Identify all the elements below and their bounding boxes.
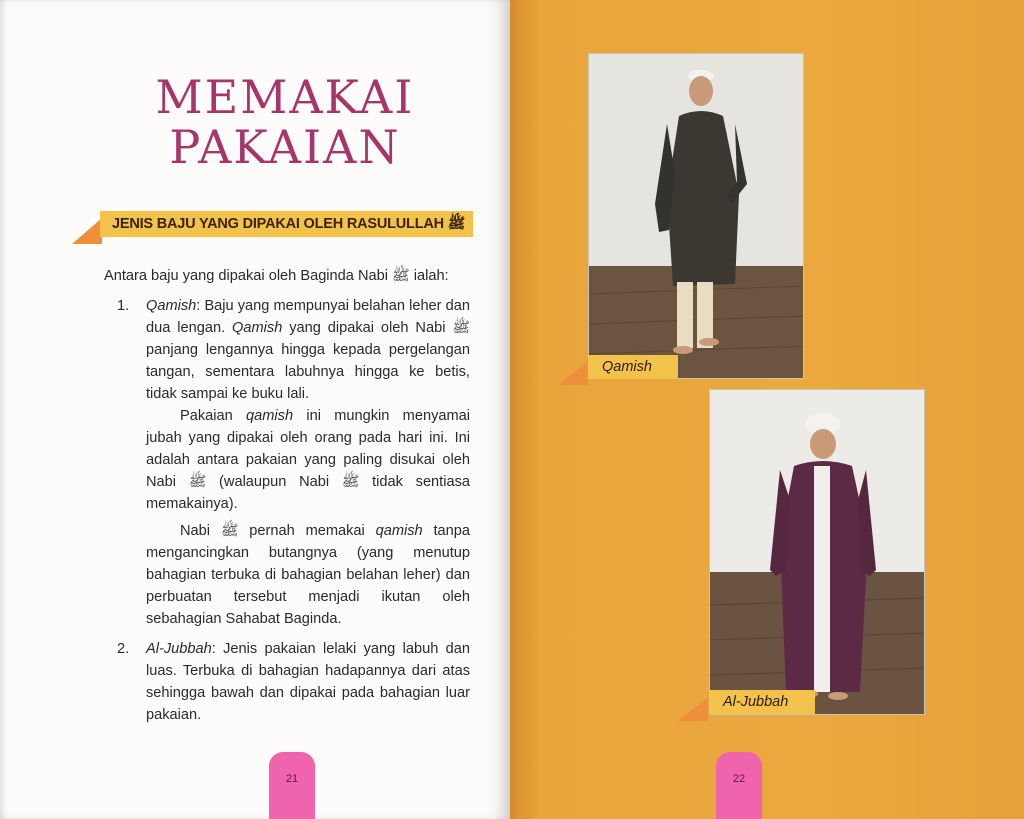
section-heading: JENIS BAJU YANG DIPAKAI OLEH RASULULLAH ﷺ <box>100 211 473 237</box>
page-number-right: 22 <box>716 752 762 819</box>
qamish-figure-image <box>589 54 804 379</box>
item-1-p2-post: ini mungkin menyamai jubah yang dipakai oleh orang pada hari ini. Ini adalah antara pakaian yang paling disukai oleh Nabi ﷺ (walaupun Nabi ﷺ tidak sentiasa memakainya). <box>146 408 471 512</box>
right-page <box>510 0 1024 819</box>
item-1-p3-term: qamish <box>375 523 423 539</box>
item-1-term: Qamish <box>146 298 197 314</box>
qamish-caption: Qamish <box>588 355 678 379</box>
item-2-term: Al-Jubbah <box>146 641 212 657</box>
page-number-left: 21 <box>269 752 315 819</box>
item-1-paragraph <box>146 295 470 405</box>
item-1-paragraph-2 <box>146 405 470 515</box>
page-title-line1: MEMAKAI <box>155 70 415 124</box>
item-1-p2-pre: Pakaian <box>180 408 247 424</box>
item-number-1: 1. <box>117 298 130 314</box>
aljubbah-caption: Al-Jubbah <box>709 690 815 714</box>
item-1-text2: yang dipakai oleh Nabi ﷺ panjang lengannya hingga kepada pergelangan tangan, sementara labuhnya hingga ke betis, tidak sampai ke buku lali. <box>146 320 470 402</box>
item-1-p2-term: qamish <box>246 408 294 424</box>
intro-text: Antara baju yang dipakai oleh Baginda Nabi ﷺ ialah: <box>104 268 449 284</box>
item-1-p3-post: tanpa mengancingkan butangnya (yang menutup bahagian terbuka di bahagian belahan leher) dan perbuatan tersebut menjadi ikutan oleh sebahagian Sahabat Baginda. <box>146 523 470 627</box>
item-number-2: 2. <box>117 641 130 657</box>
item-1-paragraph-3 <box>146 520 470 630</box>
aljubbah-caption-tab <box>678 697 708 721</box>
item-1-term-again: Qamish <box>232 320 283 336</box>
qamish-caption-tab <box>558 361 588 385</box>
page-title-line2: PAKAIAN <box>169 120 401 174</box>
section-banner-tab <box>72 218 102 244</box>
qamish-photo <box>588 53 804 379</box>
aljubbah-figure-image <box>710 390 925 715</box>
item-2-paragraph <box>146 638 470 726</box>
aljubbah-photo <box>709 389 925 715</box>
left-page <box>0 0 510 819</box>
item-1-text: : Baju yang mempunyai belahan leher dan dua lengan. <box>146 298 470 336</box>
item-2-text: : Jenis pakaian lelaki yang labuh dan luas. Terbuka di bahagian hadapannya dari atas sehingga bawah dan dipakai pada bahagian luar pakaian. <box>146 641 470 723</box>
item-1-p3-pre: Nabi ﷺ pernah memakai <box>180 523 376 539</box>
